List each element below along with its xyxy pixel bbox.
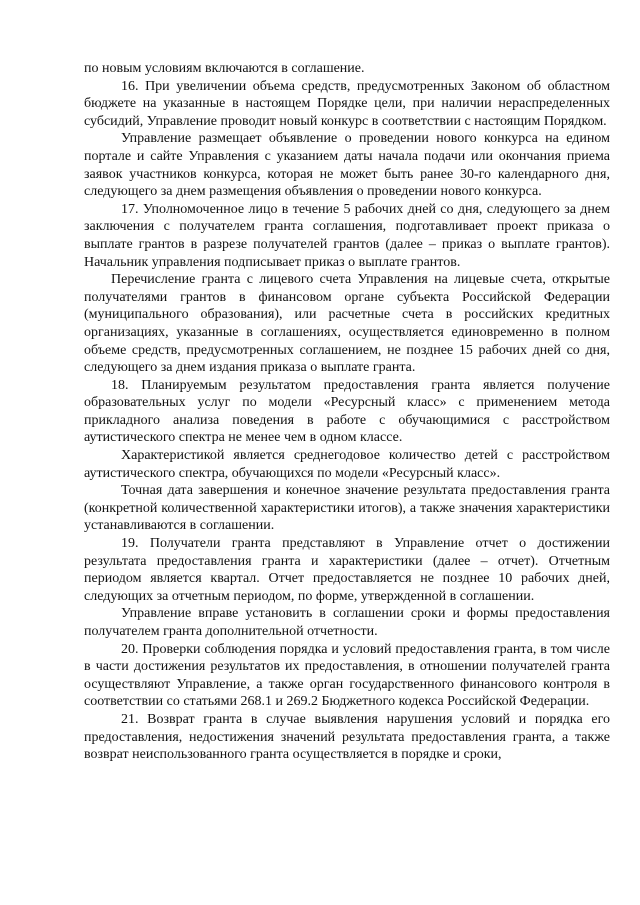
paragraph-continuation: по новым условиям включаются в соглашение. xyxy=(84,61,365,76)
paragraph-16-announcement: Управление размещает объявление о проведении нового конкурса на едином портале и сайте Управления с указанием даты начала подачи или окончания приема заявок участников конкурса, которая не может быть ранее 30-го календарного дня, следующего за днем размещения объявления о проведении нового конкурса. xyxy=(84,131,610,200)
paragraph-16: 16. При увеличении объема средств, предусмотренных Законом об областном бюджете на указанные в настоящем Порядке цели, при наличии нераспределенных субсидий, Управление проводит новый конкурс в соответствии с настоящим Порядком. xyxy=(84,78,610,129)
paragraph-18: 18. Планируемым результатом предоставления гранта является получение образовательных услуг по модели «Ресурсный класс» с применением метода прикладного анализа поведения в работе с обучающимися с расстройством аутистического спектра не менее чем в одном классе. xyxy=(84,377,610,446)
paragraph-20: 20. Проверки соблюдения порядка и условий предоставления гранта, в том числе в части достижения результатов их предоставления, в отношении получателей гранта осуществляют Управление, а также орган государственного финансового контроля в соответствии со статьями 268.1 и 269.2 Бюджетного кодекса Российской Федерации. xyxy=(84,641,610,710)
paragraph-19-reporting: Управление вправе установить в соглашении сроки и формы предоставления получателем гранта дополнительной отчетности. xyxy=(84,606,610,639)
paragraph-18-characteristic: Характеристикой является среднегодовое количество детей с расстройством аутистического спектра, обучающихся по модели «Ресурсный класс». xyxy=(84,448,610,481)
paragraph-19: 19. Получатели гранта представляют в Управление отчет о достижении результата предоставления гранта и характеристики (далее – отчет). Отчетным периодом является квартал. Отчет предоставляется не позднее 10 рабочих дней, следующих за отчетным периодом, по форме, утвержденной в соглашении. xyxy=(84,536,610,604)
paragraph-17-transfer: Перечисление гранта с лицевого счета Управления на лицевые счета, открытые получателями грантов в финансовом органе субъекта Российской Федерации (муниципального образования), или расчетные счета в российских кредитных организациях, указанные в соглашениях, осуществляется единовременно в полном объеме средств, предусмотренных соглашением, не позднее 15 рабочих дней со дня, следующего за днем издания приказа о выплате гранта. xyxy=(84,272,610,376)
document-body xyxy=(84,60,610,764)
paragraph-21: 21. Возврат гранта в случае выявления нарушения условий и порядка его предоставления, недостижения значений результата предоставления гранта, а также возврат неиспользованного гранта осуществляется в порядке и сроки, xyxy=(84,711,610,763)
paragraph-18-date: Точная дата завершения и конечное значение результата предоставления гранта (конкретной количественной характеристики итогов), а также значения характеристики устанавливаются в соглашении. xyxy=(84,483,610,534)
paragraph-17: 17. Уполномоченное лицо в течение 5 рабочих дней со дня, следующего за днем заключения с получателем гранта соглашения, подготавливает проект приказа о выплате грантов в разрезе получателей грантов (далее – приказ о выплате грантов). Начальник управления подписывает приказ о выплате грантов. xyxy=(84,201,610,270)
